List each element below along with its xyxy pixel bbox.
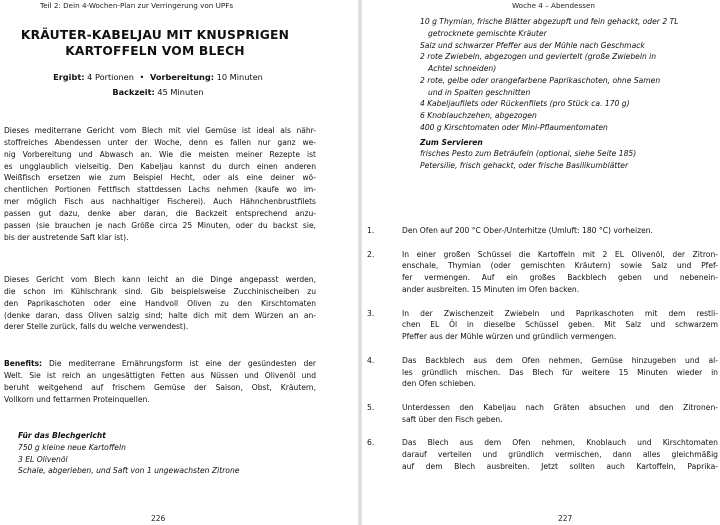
step-line: fer vermengen. Auf ein großes Backblech geben und nebenein-	[402, 273, 718, 283]
serve-item: frisches Pesto zum Beträufeln (optional, siehe Seite 185)	[420, 149, 637, 159]
text-line: (denke daran, dass Oliven salzig sind; halte dich mit dem Würzen an an-	[4, 310, 316, 320]
ingredient-item: Schale, abgerieben, und Saft von 1 ungewachsten Zitrone	[18, 466, 240, 476]
step-line: les gründlich mischen. Das Blech für weitere 15 Minuten wieder in	[402, 367, 718, 377]
step-2	[367, 249, 718, 296]
left-page	[0, 0, 358, 525]
text-line: stoffreiches Abendessen unter der Woche, denn es fallen nur ganz we-	[4, 137, 316, 147]
step-line: saft über den Fisch geben.	[402, 414, 503, 424]
serve-heading: Zum Servieren	[420, 137, 483, 147]
page-number-left: 226	[151, 514, 166, 523]
text-line: Vollkorn und fettarmen Proteinquellen.	[4, 394, 150, 404]
text-line: bis der austretende Saft klar ist).	[4, 232, 129, 242]
benefits-text: Die mediterrane Ernährungsform ist eine der gesündesten der	[42, 359, 316, 368]
ingredient-item: 6 Knoblauchzehen, abgezogen	[420, 111, 537, 120]
ingredient-item: 750 g kleine neue Kartoffeln	[18, 442, 126, 452]
text-line	[4, 358, 316, 370]
text-line: passen gut dazu, denke aber daran, die Backzeit entsprechend anzu-	[4, 208, 316, 218]
recipe-meta	[0, 70, 316, 99]
bake-value: 45 Minuten	[157, 86, 204, 97]
prep-label: Vorbereitung:	[149, 72, 215, 82]
step-line: enschale, Thymian (oder gemischten Kräutern) sowie Salz und Pfef-	[402, 261, 718, 271]
bake-label: Backzeit:	[112, 86, 155, 97]
ingredient-item: Achtel schneiden)	[428, 64, 497, 73]
method-steps	[367, 225, 718, 485]
step-line: In einer großen Schüssel die Kartoffeln mit 2 EL Olivenöl, der Zitron-	[402, 249, 718, 259]
benefits-label: Benefits:	[4, 359, 43, 368]
ingredient-item: 2 rote, gelbe oder orangefarbene Paprikaschoten, ohne Samen	[420, 75, 661, 85]
title-line: KARTOFFELN VOM BLECH	[65, 44, 245, 58]
step-number: 4.	[367, 355, 375, 365]
page-number-right: 227	[558, 514, 573, 523]
step-5	[367, 402, 718, 426]
step-1	[367, 225, 718, 237]
step-line: Das Blech aus dem Ofen nehmen, Knoblauch und Kirschtomaten	[402, 438, 718, 448]
step-number: 2.	[367, 249, 375, 259]
ingredient-item: getrocknete gemischte Kräuter	[428, 28, 547, 38]
step-line: den Ofen schieben.	[402, 379, 476, 389]
ingredient-item: Salz und schwarzer Pfeffer aus der Mühle nach Geschmack	[420, 40, 645, 50]
ingredient-item: 4 Kabeljaufilets oder Rückenfilets (pro Stück ca. 170 g)	[420, 99, 630, 109]
bullet-separator: •	[139, 72, 145, 82]
yield-value: 4 Portionen	[87, 72, 134, 82]
text-line: derer Stelle zurück, falls du welche verwendest).	[4, 322, 189, 332]
text-line: passen (sie brauchen je nach Größe circa 25 Minuten, oder du backst sie,	[4, 220, 316, 230]
step-number: 1.	[367, 226, 375, 235]
step-line: chen EL Öl in dieselbe Schüssel geben. Mit Salz und schwarzem	[402, 320, 718, 330]
recipe-title	[0, 27, 310, 59]
ingredient-item: 3 EL Olivenöl	[18, 454, 68, 464]
text-line: Weißfisch ersetzen wie zum Beispiel Hecht, oder als eine deiner wö-	[4, 173, 316, 183]
step-6	[367, 437, 718, 472]
text-line: mer möglich Fisch aus nachhaltiger Fischerei). Auch Hähnchenbrustfilets	[4, 197, 316, 207]
ingredients-list-left	[18, 430, 239, 477]
text-line: es ungglaublich vielseitig. Den Kabeljau kannst du durch einen anderen	[4, 161, 316, 171]
text-line: den Paprikaschoten oder eine Handvoll Oliven zu den Kirschtomaten	[4, 298, 316, 308]
title-line: KRÄUTER-KABELJAU MIT KNUSPRIGEN	[20, 28, 290, 42]
ingredient-item: und in Spalten geschnitten	[428, 87, 531, 97]
step-line: Das Backblech aus dem Ofen nehmen, Gemüse hinzugeben und al-	[402, 355, 718, 365]
yield-label: Ergibt:	[53, 72, 85, 82]
step-number: 3.	[367, 308, 375, 318]
step-line: Unterdessen den Kabeljau nach Gräten absuchen und den Zitronen-	[402, 402, 718, 412]
running-head-right: Woche 4 – Abendessen	[512, 1, 595, 10]
meta-line-2	[0, 85, 316, 100]
right-page	[362, 0, 720, 525]
serve-item: Petersilie, frisch gehackt, oder frische Basilikumblätter	[420, 161, 629, 170]
step-line: In der Zwischenzeit Zwiebeln und Paprikaschoten mit dem restli-	[402, 308, 718, 318]
ingredients-list-right	[420, 16, 678, 172]
text-line: Welt. Sie ist reich an ungesättigten Fetten aus Nüssen und Olivenöl und	[4, 370, 316, 380]
step-number: 6.	[367, 438, 375, 448]
variation-paragraph	[4, 274, 316, 333]
step-number: 5.	[367, 402, 375, 412]
ingredient-item: 2 rote Zwiebeln, abgezogen und geviertelt (große Zwiebeln in	[420, 52, 657, 62]
benefits-paragraph	[4, 358, 316, 405]
step-line: auf dem Blech ausbreiten. Jetzt sollten auch Kartoffeln, Paprika-	[402, 461, 718, 471]
prep-value: 10 Minuten	[216, 72, 263, 82]
step-4	[367, 355, 718, 390]
ingredient-item: 10 g Thymian, frische Blätter abgezupft und fein gehackt, oder 2 TL	[420, 17, 679, 26]
step-3	[367, 308, 718, 343]
step-line: ander ausbreiten. 15 Minuten im Ofen backen.	[402, 284, 580, 294]
text-line: nig Vorbereitung und Abwasch an. Wie die meisten meiner Rezepte ist	[4, 149, 316, 159]
text-line: chentlichen Portionen Fettfisch stattdessen Lachs nehmen (kaufe wo im-	[4, 185, 316, 195]
step-line: Pfeffer aus der Mühle würzen und gründlich vermengen.	[402, 332, 617, 342]
ingredient-item: 400 g Kirschtomaten oder Mini-Pflaumentomaten	[420, 122, 608, 132]
ingredients-heading: Für das Blechgericht	[18, 431, 106, 440]
intro-paragraph	[4, 125, 316, 243]
step-line: darauf verteilen und gründlich vermischen, dann alles gleichmäßig	[402, 450, 718, 460]
text-line: die schon im Kühlschrank sind. Gib beispielsweise Zucchinischeiben zu	[4, 286, 316, 296]
running-head-left: Teil 2: Dein 4-Wochen-Plan zur Verringerung von UPFs	[40, 1, 234, 10]
text-line: beruht weitgehend auf frischem Gemüse der Saison, Obst, Kräutern,	[4, 382, 316, 392]
text-line: Dieses mediterrane Gericht vom Blech mit viel Gemüse ist ideal als nähr-	[4, 126, 316, 135]
step-line: Den Ofen auf 200 °C Ober-/Unterhitze (Umluft: 180 °C) vorheizen.	[402, 226, 653, 235]
meta-line-1	[0, 70, 316, 85]
text-line: Dieses Gericht vom Blech kann leicht an die Dinge angepasst werden,	[4, 275, 316, 284]
